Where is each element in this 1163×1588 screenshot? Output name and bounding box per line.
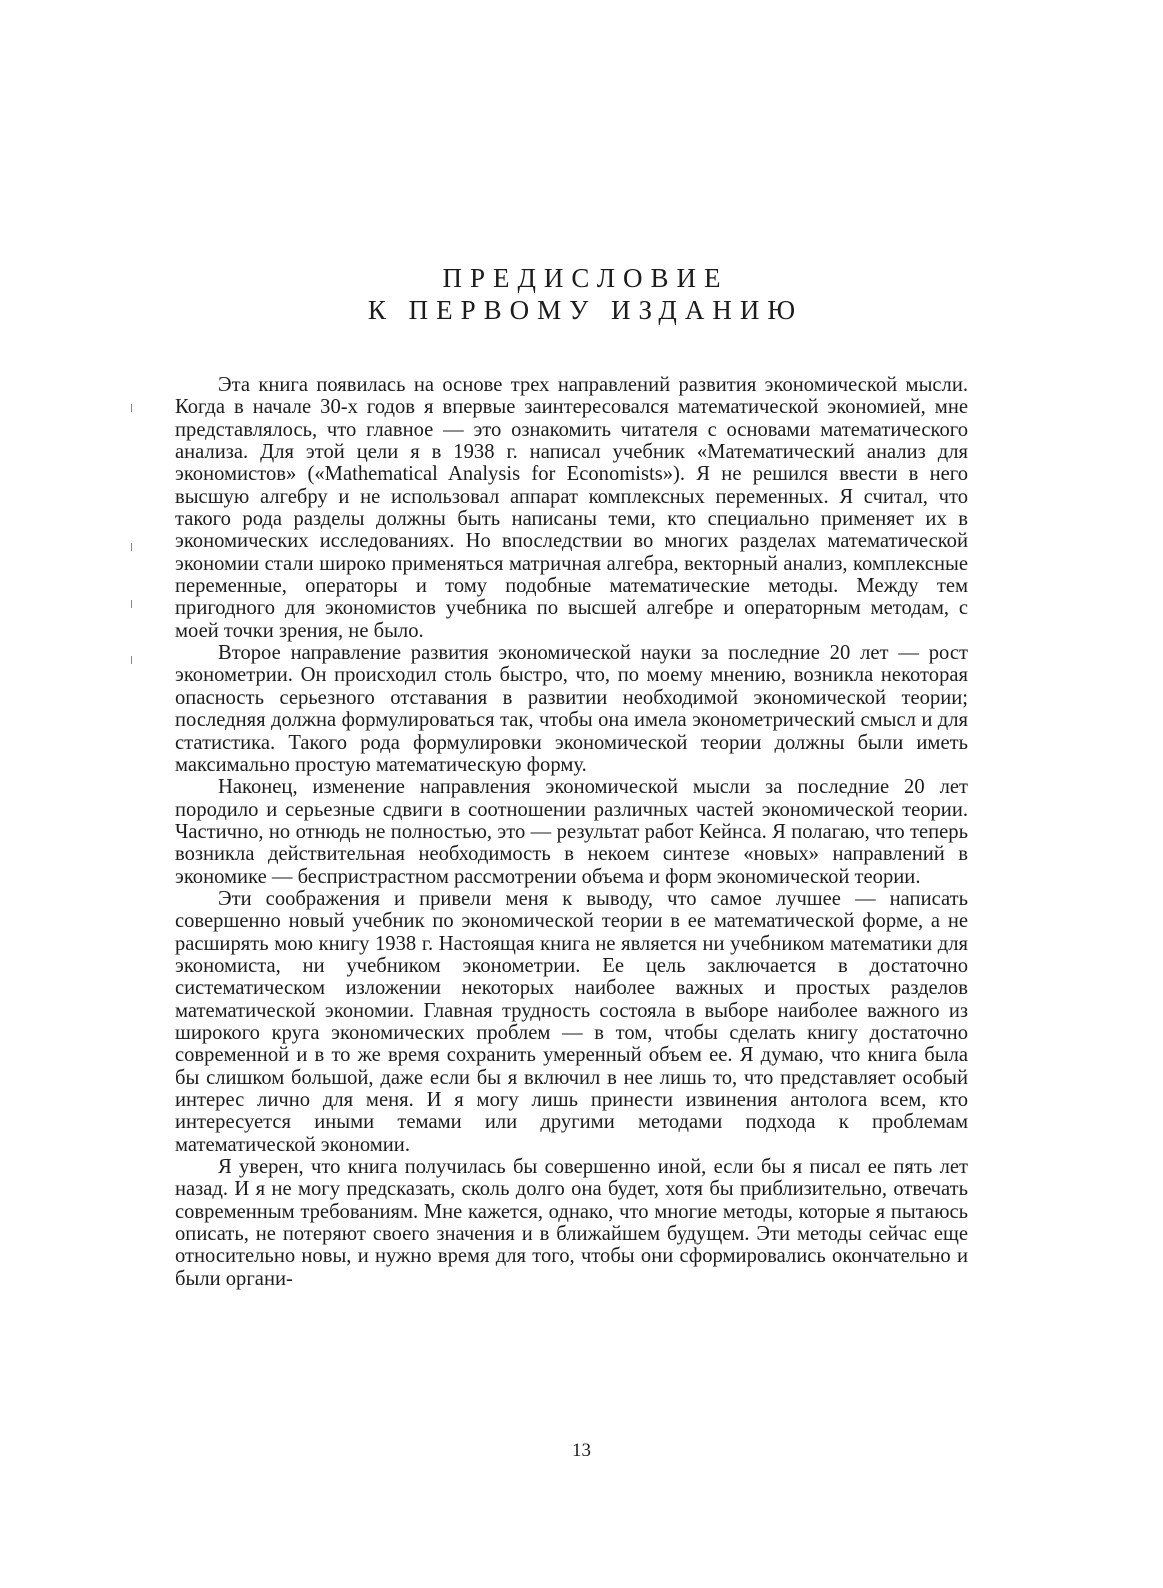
paragraph-3: Наконец, изменение направления экономической мысли за последние 20 лет породило и серьезные сдвиги в соотношении различных частей экономической теории. Частично, но отнюдь не полностью, это — результат работ Кейнса. Я полагаю, что теперь возникла действительная необходимость в некоем синтезе «новых» направлений в экономике — беспристрастном рассмотрении объема и форм экономической теории. [175, 776, 968, 888]
page-number: 13 [572, 1440, 591, 1461]
chapter-heading [0, 262, 1163, 326]
paragraph-1: Эта книга появилась на основе трех направлений развития экономической мысли. Когда в начале 30-х годов я впервые заинтересовался математической экономией, мне представлялось, что главное — это ознакомить читателя с основами математического анализа. Для этой цели я в 1938 г. написал учебник «Математический анализ для экономистов» («Mathematical Analysis for Economists»). Я не решился ввести в него высшую алгебру и не использовал аппарат комплексных переменных. Я считал, что такого рода разделы должны быть написаны теми, кто специально применяет их в экономических исследованиях. Но впоследствии во многих разделах математической экономии стали широко применяться матричная алгебра, векторный анализ, комплексные переменные, операторы и тому подобные математические методы. Между тем пригодного для экономистов учебника по высшей алгебре и операторным методам, с моей точки зрения, не было. [175, 374, 968, 642]
body-text [175, 374, 968, 1290]
heading-line-1: ПРЕДИСЛОВИЕ [442, 263, 729, 293]
paragraph-4: Эти соображения и привели меня к выводу, что самое лучшее — написать совершенно новый учебник по экономической теории в ее математической форме, а не расширять мою книгу 1938 г. Настоящая книга не является ни учебником математики для экономиста, ни учебником эконометрии. Ее цель заключается в достаточно систематическом изложении некоторых наиболее важных и простых разделов математической экономии. Главная трудность состояла в выборе наиболее важного из широкого круга экономических проблем — в том, чтобы сделать книгу достаточно современной и в то же время сохранить умеренный объем ее. Я думаю, что книга была бы слишком большой, даже если бы я включил в нее лишь то, что представляет особый интерес лично для меня. И я могу лишь принести извинения антолога всем, кто интересуется иными темами или другими методами подхода к проблемам математической экономии. [175, 887, 968, 1156]
paragraph-5: Я уверен, что книга получилась бы совершенно иной, если бы я писал ее пять лет назад. И я не могу предсказать, сколь долго она будет, хотя бы приблизительно, отвечать современным требованиям. Мне кажется, однако, что многие методы, которые я пытаюсь описать, не потеряют своего значения и в ближайшем будущем. Эти методы сейчас еще относительно новы, и нужно время для того, чтобы они сформировались окончательно и были органи- [175, 1156, 968, 1290]
margin-mark [131, 404, 132, 412]
margin-mark [131, 543, 132, 551]
heading-line-2: К ПЕРВОМУ ИЗДАНИЮ [367, 295, 804, 325]
margin-mark [131, 656, 132, 664]
paragraph-2: Второе направление развития экономической науки за последние 20 лет — рост эконометрии. Он происходил столь быстро, что, по моему мнению, возникла некоторая опасность серьезного отставания в развитии необходимой экономической теории; последняя должна формулироваться так, чтобы она имела эконометрический смысл и для статистика. Такого рода формулировки экономической теории должны были иметь максимально простую математическую форму. [175, 642, 968, 776]
margin-mark [131, 600, 132, 608]
